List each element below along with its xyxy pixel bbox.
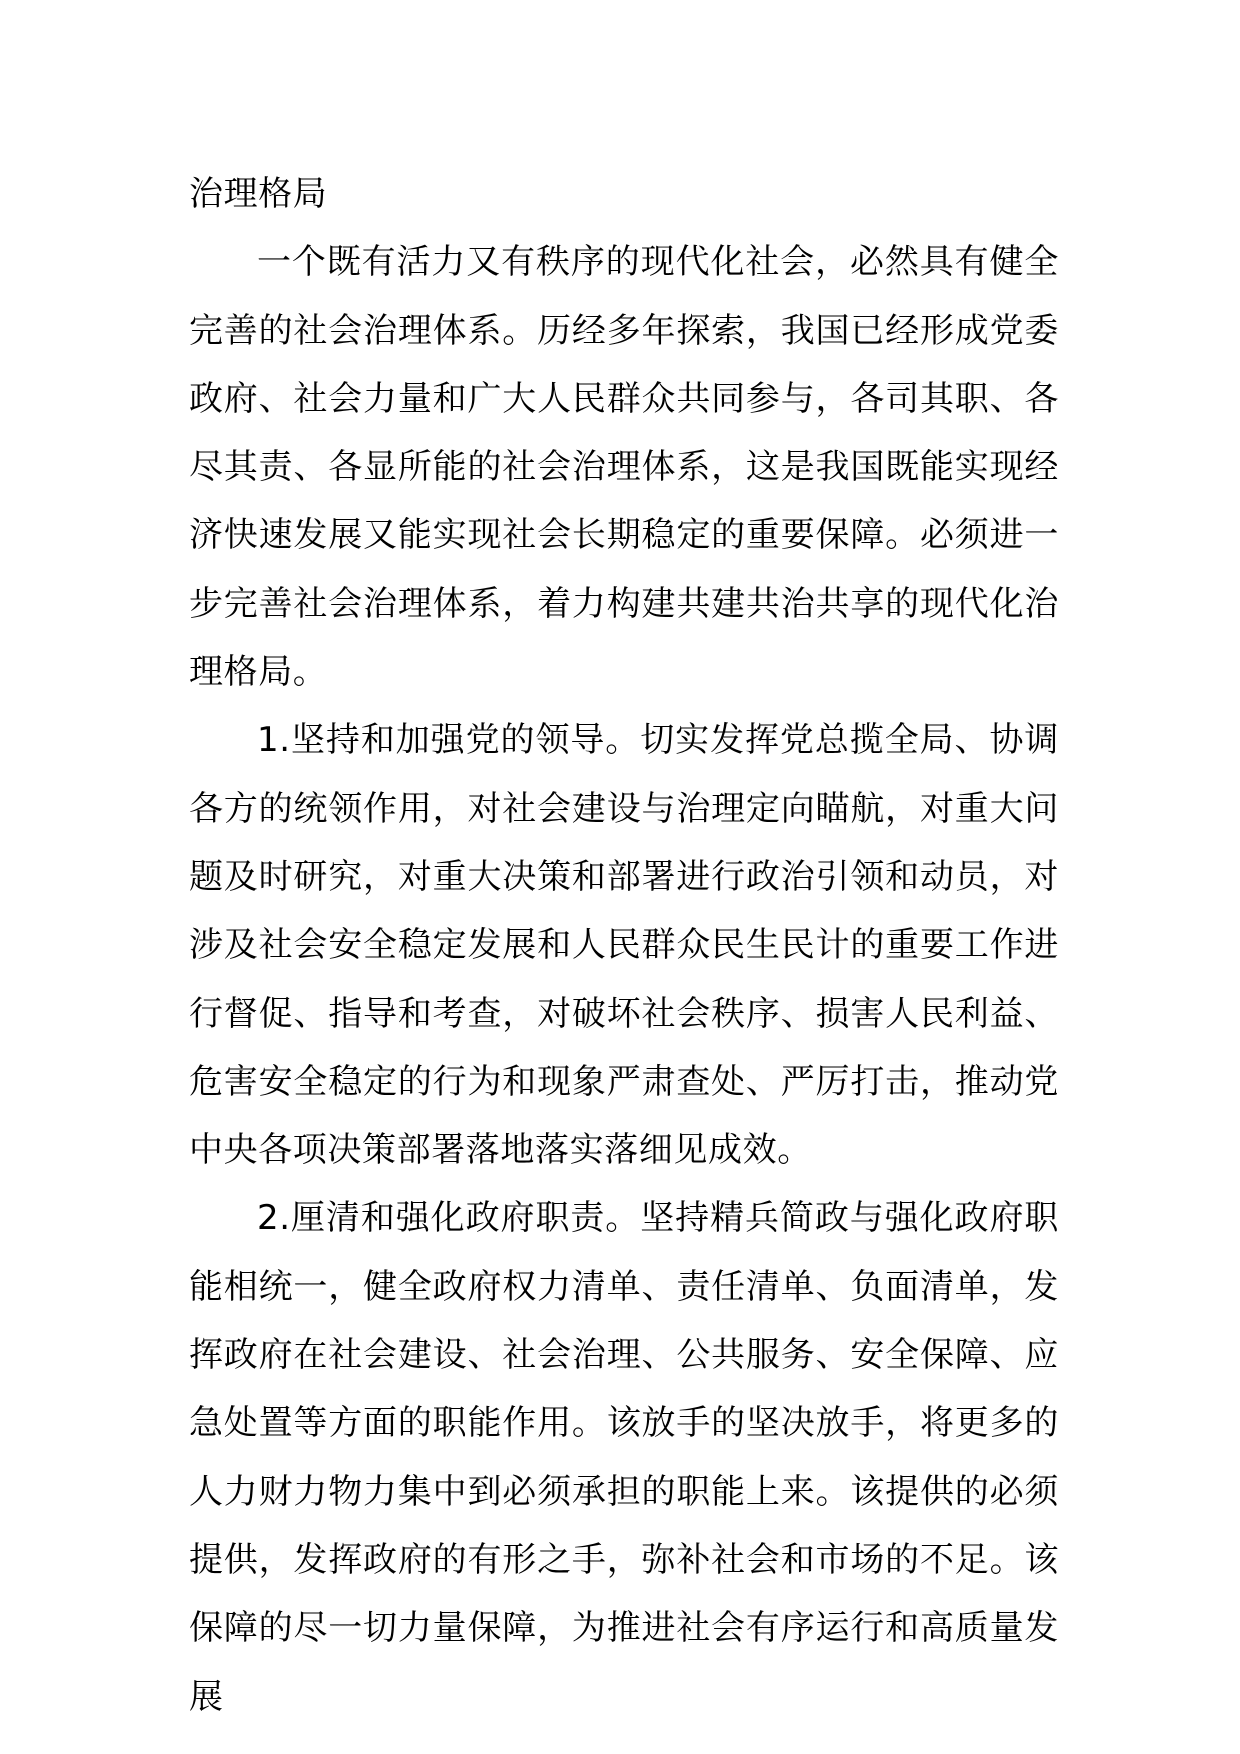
paragraph-point-2: 2.厘清和强化政府职责。坚持精兵简政与强化政府职能相统一，健全政府权力清单、责任清单、负面清单，发挥政府在社会建设、社会治理、公共服务、安全保障、应急处置等方面的职能作用。该放手的坚决放手，将更多的人力财力物力集中到必须承担的职能上来。该提供的必须提供，发挥政府的有形之手，弥补社会和市场的不足。该保障的尽一切力量保障，为推进社会有序运行和高质量发展 <box>189 1198 1059 1717</box>
paragraph-continuation: 治理格局 <box>189 174 328 214</box>
paragraph-point-1: 1.坚持和加强党的领导。切实发挥党总揽全局、协调各方的统领作用，对社会建设与治理定向瞄航，对重大问题及时研究，对重大决策和部署进行政治引领和动员，对涉及社会安全稳定发展和人民群众民生民计的重要工作进行督促、指导和考查，对破坏社会秩序、损害人民利益、危害安全稳定的行为和现象严肃查处、严厉打击，推动党中央各项决策部署落地落实落细见成效。 <box>189 720 1059 1171</box>
document-body <box>189 160 1059 1731</box>
paragraph-intro: 一个既有活力又有秩序的现代化社会，必然具有健全完善的社会治理体系。历经多年探索，我国已经形成党委政府、社会力量和广大人民群众共同参与，各司其职、各尽其责、各显所能的社会治理体系，这是我国既能实现经济快速发展又能实现社会长期稳定的重要保障。必须进一步完善社会治理体系，着力构建共建共治共享的现代化治理格局。 <box>189 242 1059 693</box>
